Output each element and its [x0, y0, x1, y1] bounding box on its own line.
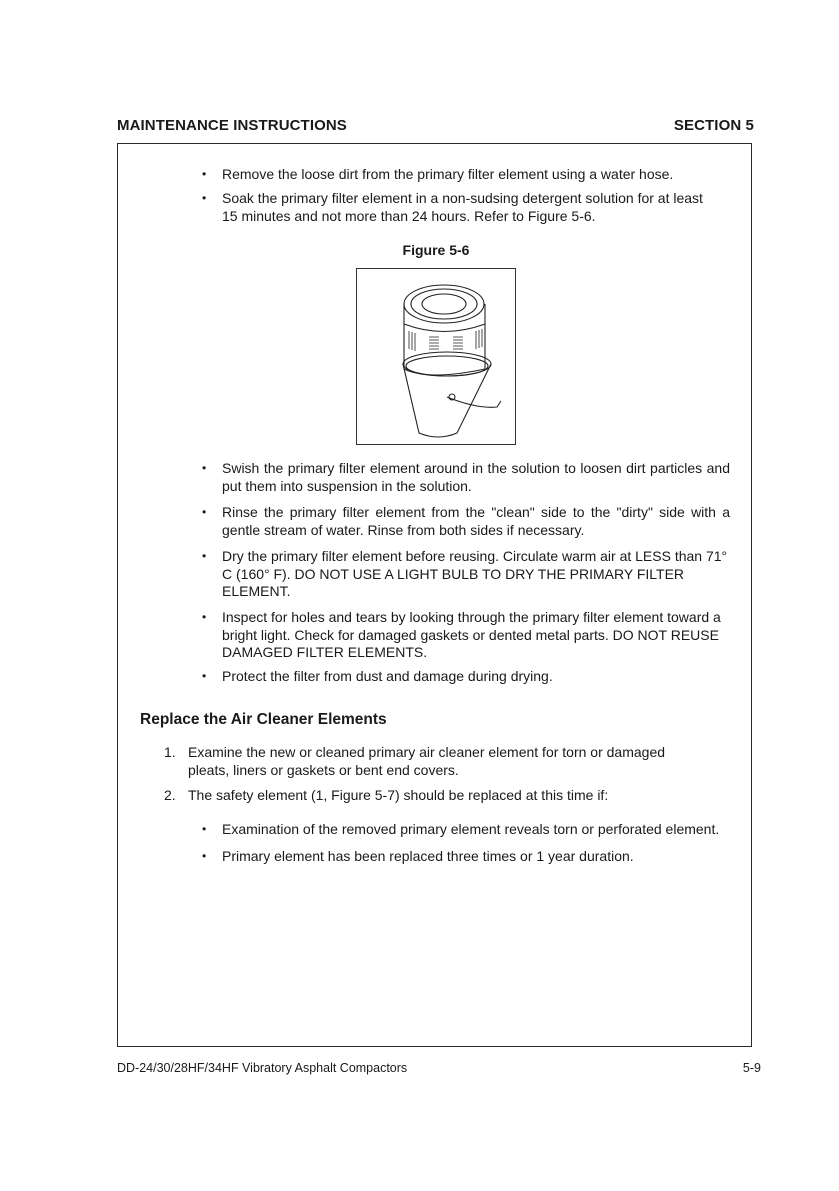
footer-page-number: 5-9 [742, 1061, 761, 1075]
figure-5-6 [356, 268, 516, 445]
bullet-inspect: • Inspect for holes and tears by looking through the primary filter element toward a bright light. Check for damaged gaskets or dented metal parts. DO NOT REUSE DAMAGED FILTER ELEMENTS. [222, 609, 734, 662]
bullet-examination: • Examination of the removed primary element reveals torn or perforated element. [222, 821, 734, 839]
step-examine: Examine the new or cleaned primary air cleaner element for torn or damaged pleats, liners or gaskets or bent end covers. [188, 744, 666, 778]
bullet-rinse: • Rinse the primary filter element from the "clean" side to the "dirty" side with a gentle stream of water. Rinse from both sides if necessary. [222, 504, 730, 539]
section-number: SECTION 5 [673, 117, 754, 134]
section-title: MAINTENANCE INSTRUCTIONS [117, 117, 347, 134]
bullet-soak: • Soak the primary filter element in a non-sudsing detergent solution for at least 15 minutes and not more than 24 hours. Refer to Figure 5-6. [222, 190, 722, 225]
footer-document-title: DD-24/30/28HF/34HF Vibratory Asphalt Compactors [117, 1061, 408, 1075]
step-safety-element: The safety element (1, Figure 5-7) should be replaced at this time if: [188, 787, 609, 803]
step-number-2: 2. [164, 787, 176, 803]
step-number-1: 1. [164, 744, 176, 760]
filter-in-bucket-illustration [357, 269, 517, 446]
subheading-replace-elements: Replace the Air Cleaner Elements [140, 711, 387, 728]
bullet-swish: • Swish the primary filter element around in the solution to loosen dirt particles and put them into suspension in the solution. [222, 460, 730, 495]
bullet-replaced-three-times: • Primary element has been replaced three times or 1 year duration. [222, 848, 734, 866]
bullet-dry: • Dry the primary filter element before reusing. Circulate warm air at LESS than 71° C (160° F). DO NOT USE A LIGHT BULB TO DRY THE PRIMARY FILTER ELEMENT. [222, 548, 734, 601]
bullet-remove-dirt: • Remove the loose dirt from the primary filter element using a water hose. [222, 166, 734, 184]
bullet-protect: • Protect the filter from dust and damage during drying. [222, 668, 734, 686]
figure-caption: Figure 5-6 [402, 242, 470, 258]
